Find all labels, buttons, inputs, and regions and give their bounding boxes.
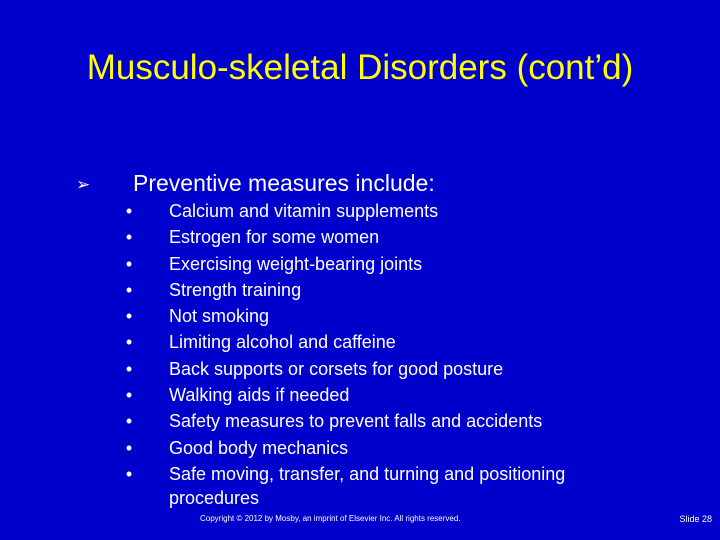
bullet-dot-icon: • (125, 358, 133, 379)
list-item-text: Estrogen for some women (169, 227, 380, 248)
slide-number: Slide 28 (679, 514, 712, 524)
list-item-text: Good body mechanics (169, 437, 349, 458)
bullet-dot-icon: • (125, 463, 133, 484)
list-item-text: Calcium and vitamin supplements (169, 201, 439, 221)
bullet-dot-icon: • (125, 227, 133, 248)
bullet-dot-icon: • (125, 332, 133, 353)
bullet-dot-icon: • (125, 279, 133, 300)
bullet-dot-icon: • (125, 411, 133, 432)
list-item-text: Strength training (169, 279, 302, 300)
level1-text: Preventive measures include: (133, 170, 435, 196)
list-item-text: Safe moving, transfer, and turning and positioning procedures (169, 463, 566, 508)
list-item-text: Exercising weight-bearing joints (169, 253, 423, 274)
arrow-bullet-icon: ➢ (76, 175, 91, 194)
bullet-dot-icon: • (125, 437, 133, 458)
slide-title: Musculo-skeletal Disorders (cont’d) (86, 48, 634, 87)
list-item-text: Walking aids if needed (169, 385, 350, 406)
list-item-text: Limiting alcohol and caffeine (169, 332, 396, 353)
bullet-dot-icon: • (125, 253, 133, 274)
list-item-text: Safety measures to prevent falls and accidents (169, 411, 543, 432)
bullet-dot-icon: • (125, 201, 133, 221)
list-item-text: Not smoking (169, 306, 270, 327)
list-item-text: Back supports or corsets for good posture (169, 358, 504, 379)
copyright-footer: Copyright © 2012 by Mosby, an imprint of Elsevier Inc. All rights reserved. (200, 514, 461, 523)
bullet-dot-icon: • (125, 385, 133, 406)
bullet-dot-icon: • (125, 306, 133, 327)
